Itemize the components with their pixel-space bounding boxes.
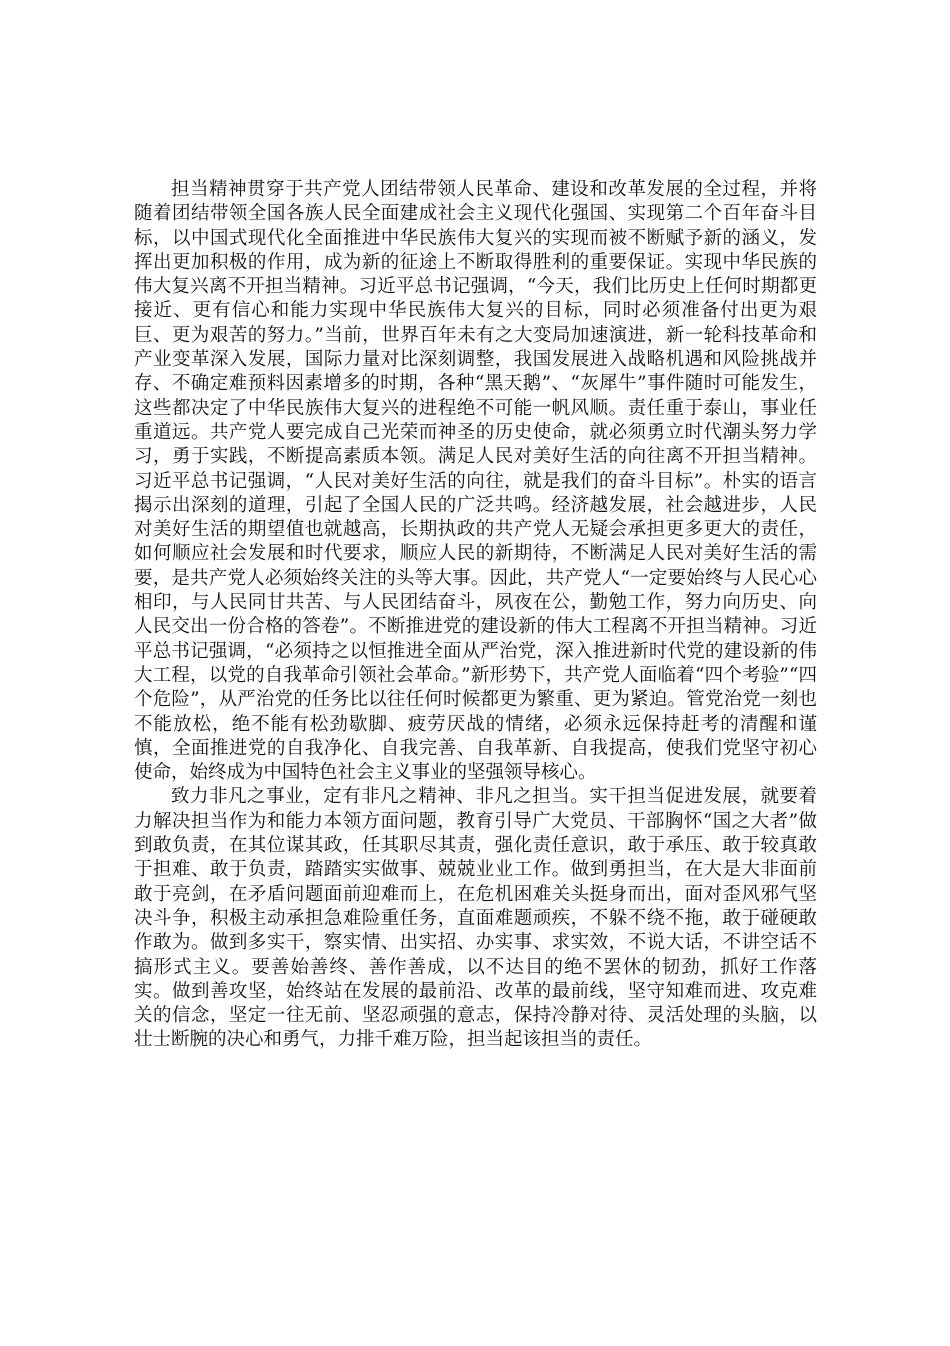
paragraph-1: 担当精神贯穿于共产党人团结带领人民革命、建设和改革发展的全过程，并将随着团结带领全国各族人民全面建成社会主义现代化强国、实现第二个百年奋斗目标，以中国式现代化全面推进中华民族伟大复兴的实现而被不断赋予新的涵义，发挥出更加积极的作用，成为新的征途上不断取得胜利的重要保证。实现中华民族的伟大复兴离不开担当精神。习近平总书记强调，“今天，我们比历史上任何时期都更接近、更有信心和能力实现中华民族伟大复兴的目标，同时必须准备付出更为艰巨、更为艰苦的努力。”当前，世界百年未有之大变局加速演进，新一轮科技革命和产业变革深入发展，国际力量对比深刻调整，我国发展进入战略机遇和风险挑战并存、不确定难预料因素增多的时期，各种“黑天鹅”、“灰犀牛”事件随时可能发生，这些都决定了中华民族伟大复兴的进程绝不可能一帆风顺。责任重于泰山，事业任重道远。共产党人要完成自己光荣而神圣的历史使命，就必须勇立时代潮头努力学习，勇于实践，不断提高素质本领。满足人民对美好生活的向往离不开担当精神。习近平总书记强调，“人民对美好生活的向往，就是我们的奋斗目标”。朴实的语言揭示出深刻的道理，引起了全国人民的广泛共鸣。经济越发展，社会越进步，人民对美好生活的期望值也就越高，长期执政的共产党人无疑会承担更多更大的责任，如何顺应社会发展和时代要求，顺应人民的新期待，不断满足人民对美好生活的需要，是共产党人必须始终关注的头等大事。因此，共产党人“一定要始终与人民心心相印，与人民同甘共苦、与人民团结奋斗，夙夜在公，勤勉工作，努力向历史、向人民交出一份合格的答卷”。不断推进党的建设新的伟大工程离不开担当精神。习近平总书记强调，“必须持之以恒推进全面从严治党，深入推进新时代党的建设新的伟大工程，以党的自我革命引领社会革命。”新形势下，共产党人面临着“四个考验”“四个危险”，从严治党的任务比以往任何时候都更为繁重、更为紧迫。管党治党一刻也不能放松，绝不能有松劲歇脚、疲劳厌战的情绪，必须永远保持赶考的清醒和谨慎，全面推进党的自我净化、自我完善、自我革新、自我提高，使我们党坚守初心使命，始终成为中国特色社会主义事业的坚强领导核心。 <box>134 179 817 784</box>
paragraph-2: 致力非凡之事业，定有非凡之精神、非凡之担当。实干担当促进发展，就要着力解决担当作为和能力本领方面问题，教育引导广大党员、干部胸怀“国之大者”做到敢负责，在其位谋其政，任其职尽其责，强化责任意识，敢于承压、敢于较真敢于担难、敢于负责，踏踏实实做事、兢兢业业工作。做到勇担当，在大是大非面前敢于亮剑，在矛盾问题面前迎难而上，在危机困难关头挺身而出，面对歪风邪气坚决斗争，积极主动承担急难险重任务，直面难题顽疾，不躲不绕不拖，敢于碰硬敢作敢为。做到多实干，察实情、出实招、办实事、求实效，不说大话，不讲空话不搞形式主义。要善始善终、善作善成，以不达目的绝不罢休的韧劲，抓好工作落实。做到善攻坚，始终站在发展的最前沿、改革的最前线，坚守知难而进、攻克难关的信念，坚定一往无前、坚忍顽强的意志，保持冷静对待、灵活处理的头脑，以壮士断腕的决心和勇气，力排千难万险，担当起该担当的责任。 <box>134 786 817 1051</box>
document-body <box>134 178 817 1053</box>
